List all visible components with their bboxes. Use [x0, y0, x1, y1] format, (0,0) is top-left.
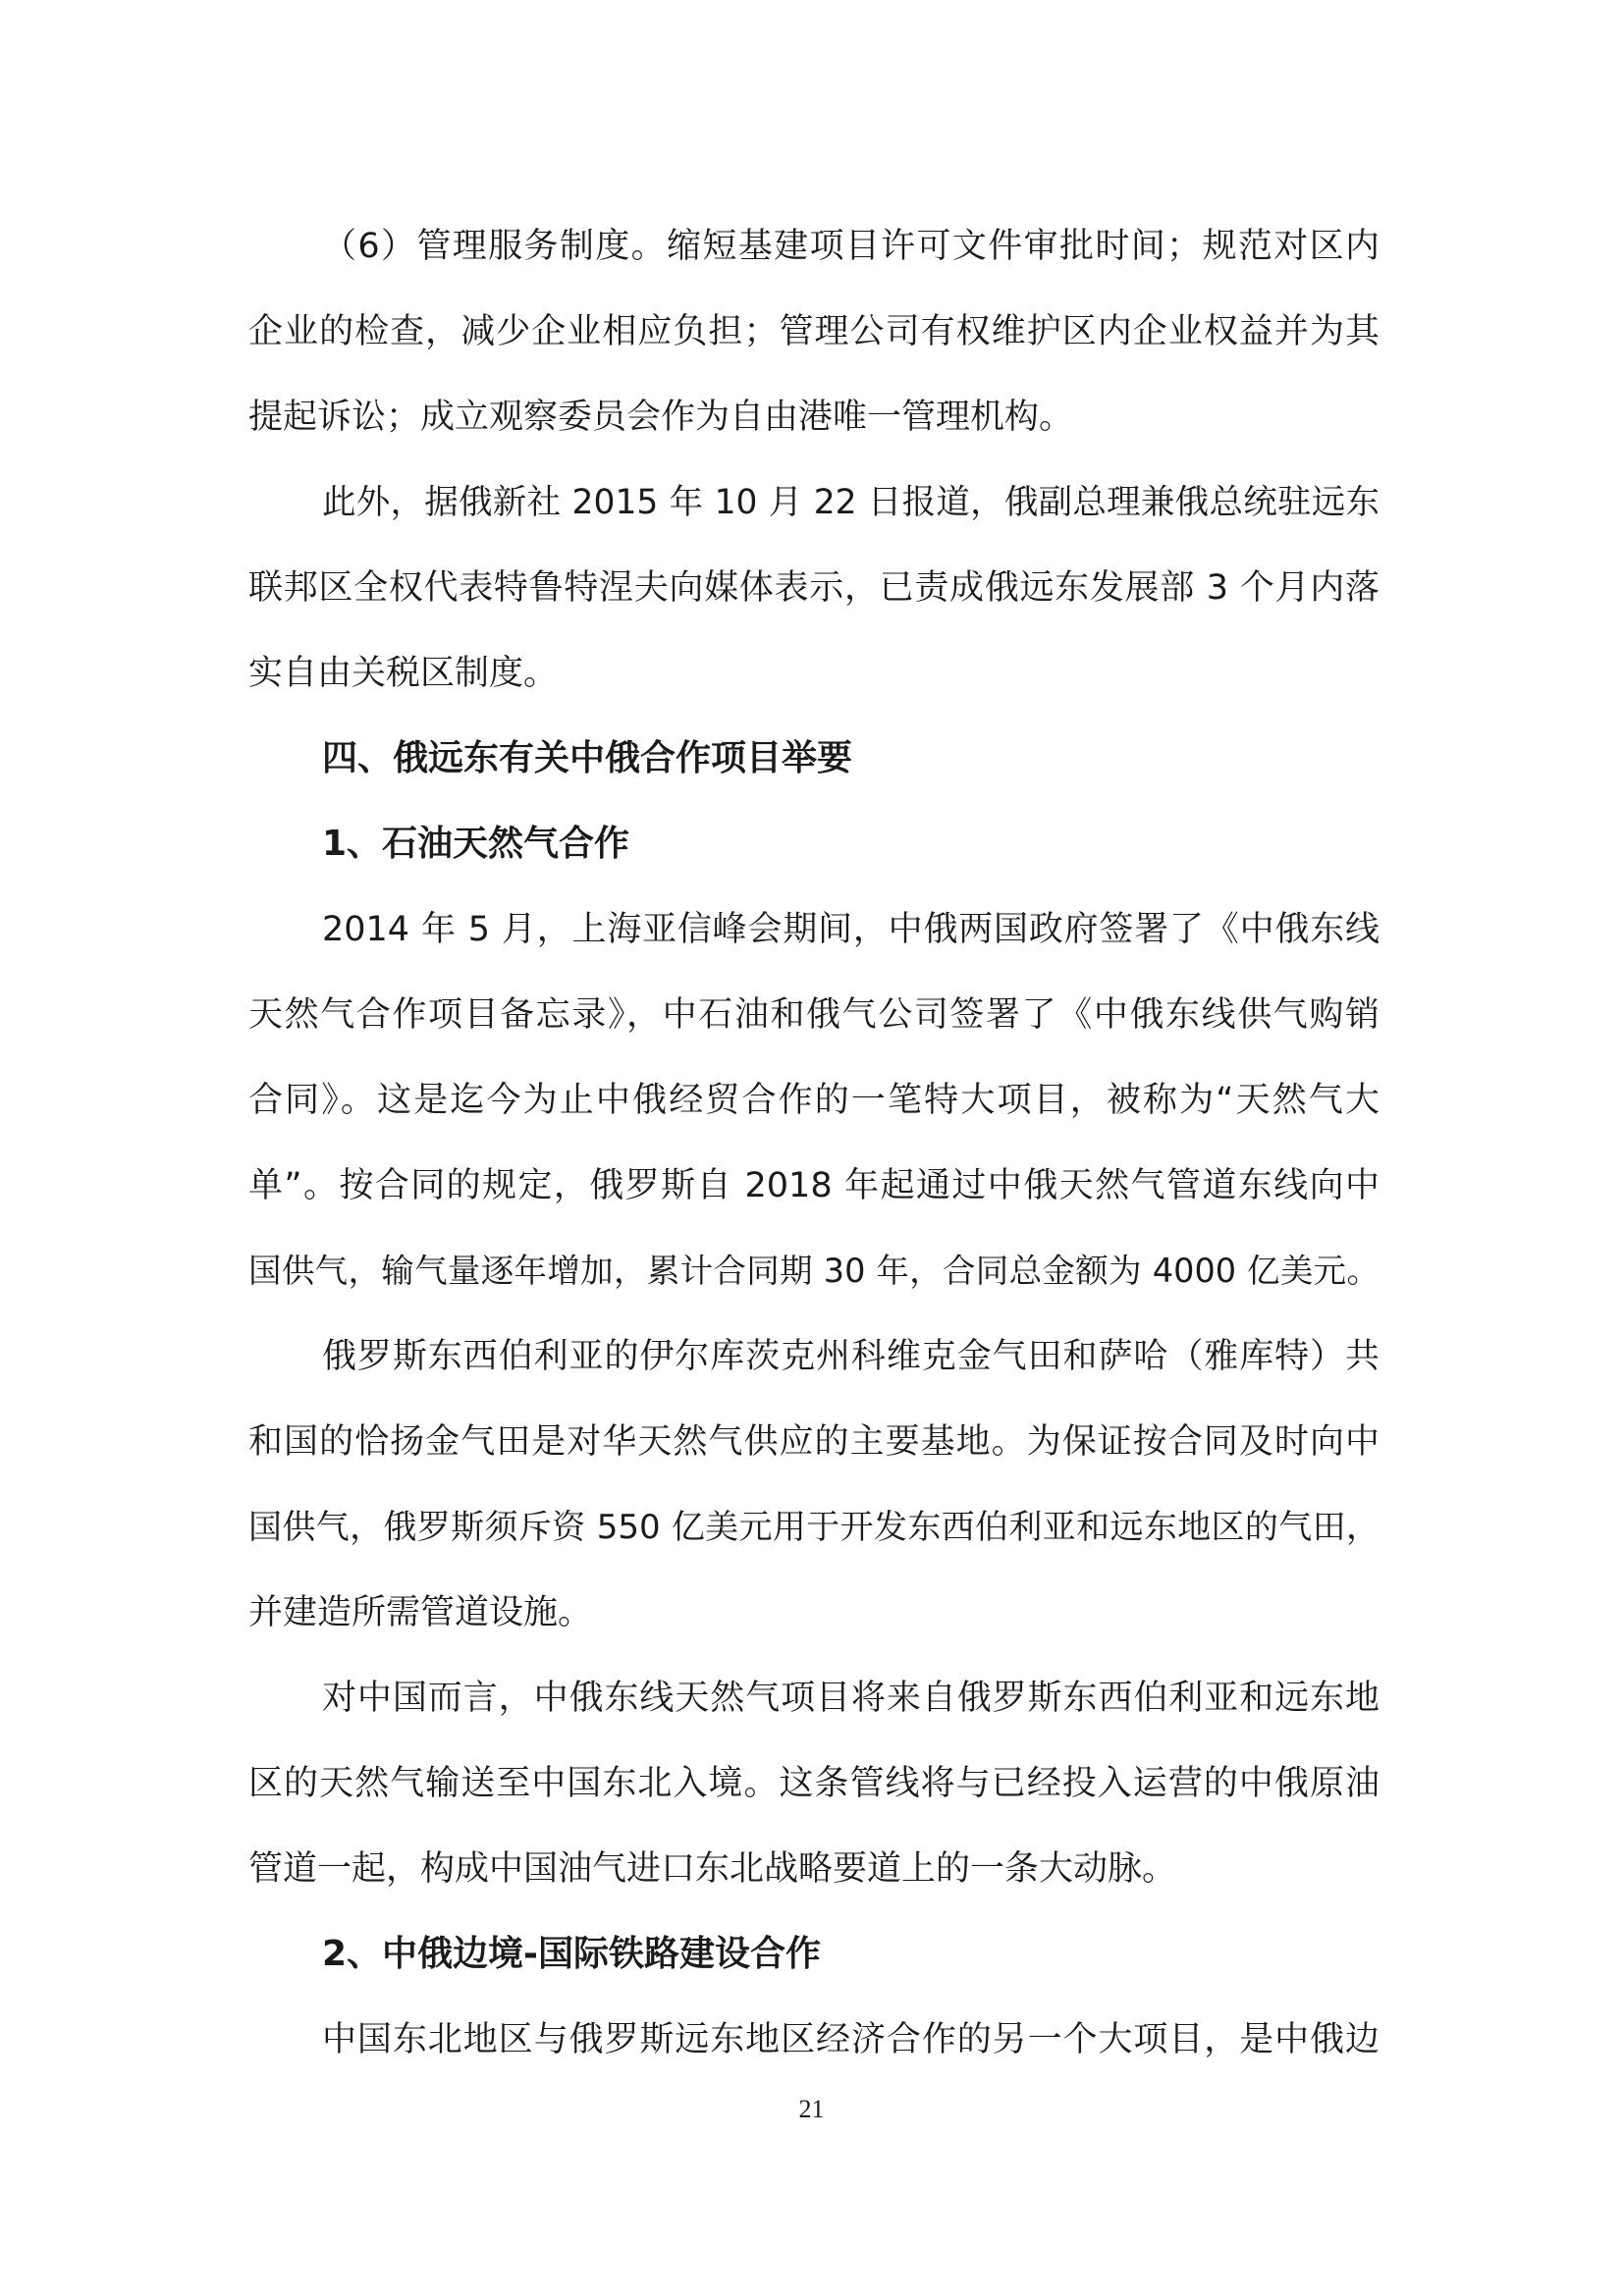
paragraph-line: 实自由关税区制度。: [248, 654, 559, 693]
paragraph-line: 单”。按合同的规定，俄罗斯自 2018 年起通过中俄天然气管道东线向中: [248, 1166, 1380, 1205]
paragraph-line: 俄罗斯东西伯利亚的伊尔库茨克州科维克金气田和萨哈（雅库特）共: [322, 1337, 1380, 1376]
paragraph-line: 提起诉讼；成立观察委员会作为自由港唯一管理机构。: [248, 398, 1074, 437]
paragraph-line: 对中国而言，中俄东线天然气项目将来自俄罗斯东西伯利亚和远东地: [322, 1679, 1380, 1718]
paragraph-line: 中国东北地区与俄罗斯远东地区经济合作的另一个大项目，是中俄边: [322, 2020, 1380, 2059]
subsection-heading: 1、石油天然气合作: [322, 824, 630, 864]
paragraph-line: 并建造所需管道设施。: [248, 1593, 593, 1632]
page-number: 21: [798, 2095, 825, 2123]
paragraph-line: 天然气合作项目备忘录》，中石油和俄气公司签署了《中俄东线供气购销: [248, 995, 1380, 1035]
paragraph-line: 联邦区全权代表特鲁特涅夫向媒体表示，已责成俄远东发展部 3 个月内落: [248, 568, 1380, 608]
paragraph-line: 和国的恰扬金气田是对华天然气供应的主要基地。为保证按合同及时向中: [248, 1422, 1380, 1462]
subsection-heading: 2、中俄边境-国际铁路建设合作: [322, 1934, 821, 1974]
paragraph-line: 合同》。这是迄今为止中俄经贸合作的一笔特大项目，被称为“天然气大: [248, 1081, 1380, 1120]
paragraph-line: 此外，据俄新社 2015 年 10 月 22 日报道，俄副总理兼俄总统驻远东: [322, 483, 1380, 522]
paragraph-line: 国供气，俄罗斯须斥资 550 亿美元用于开发东西伯利亚和远东地区的气田，: [248, 1508, 1380, 1547]
paragraph-line: 企业的检查，减少企业相应负担；管理公司有权维护区内企业权益并为其: [248, 312, 1380, 351]
paragraph-line: 国供气，输气量逐年增加，累计合同期 30 年，合同总金额为 4000 亿美元。: [248, 1252, 1380, 1290]
section-heading: 四、俄远东有关中俄合作项目举要: [322, 738, 853, 778]
paragraph-line: （6）管理服务制度。缩短基建项目许可文件审批时间；规范对区内: [322, 227, 1380, 266]
paragraph-line: 管道一起，构成中国油气进口东北战略要道上的一条大动脉。: [248, 1849, 1177, 1889]
paragraph-line: 2014 年 5 月，上海亚信峰会期间，中俄两国政府签署了《中俄东线: [322, 910, 1380, 949]
paragraph-line: 区的天然气输送至中国东北入境。这条管线将与已经投入运营的中俄原油: [248, 1764, 1380, 1803]
